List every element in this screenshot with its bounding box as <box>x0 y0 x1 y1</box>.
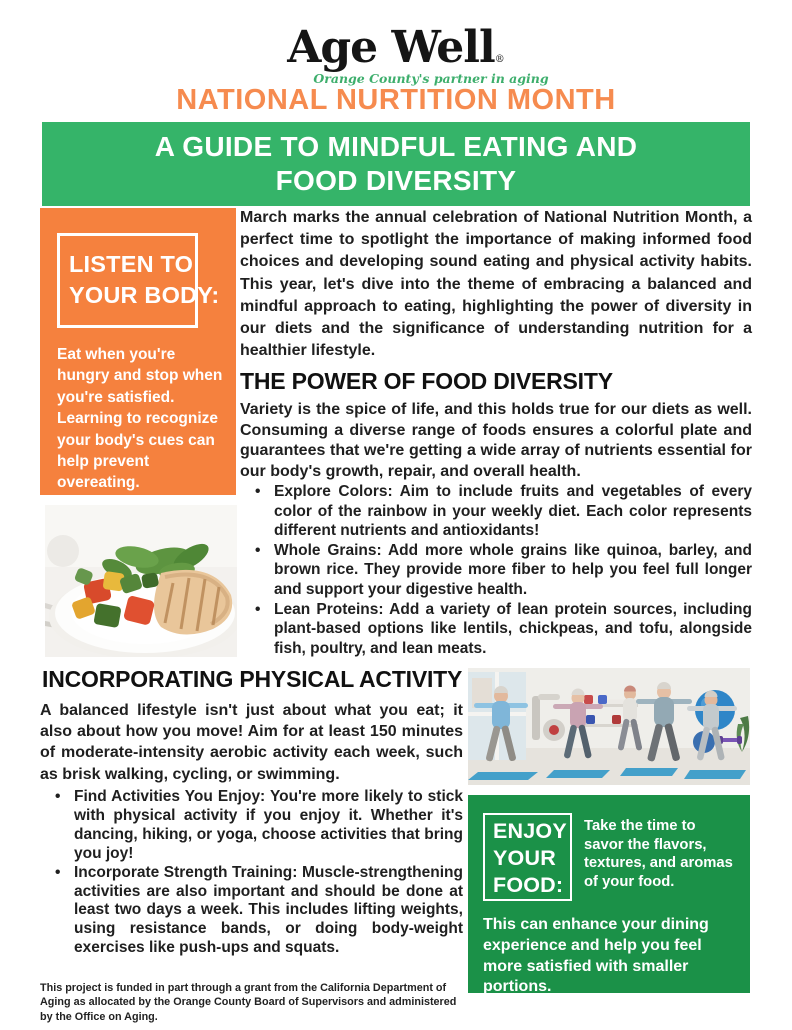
bullet-text: You're more likely to stick with physical activity if you enjoy it. Whether it's dancing, hiking, or yoga, choose activities that bring you joy! <box>74 788 463 862</box>
bullet-label: Incorporate Strength Training: <box>74 863 298 881</box>
bullet-whole-grains <box>253 541 752 600</box>
bullet-label: Find Activities You Enjoy: <box>74 788 266 805</box>
bullet-text: Muscle-strengthening activities are also important and should be done at least two days a week. This includes lifting weights, using resistance bands, or doing body-weight exercises like push-ups and squats. <box>74 863 463 957</box>
callout-title-line-1: LISTEN TO <box>69 251 194 277</box>
section-heading-physical-activity: INCORPORATING PHYSICAL ACTIVITY <box>42 666 463 692</box>
food-diversity-bullet-list <box>253 482 752 658</box>
bullet-text: Add more whole grains like quinoa, barley, and brown rice. They provide more fiber to help you feel full longer and support your digestive health. <box>274 541 752 598</box>
bullet-label: Lean Proteins: <box>274 600 384 618</box>
bullet-lean-proteins <box>253 600 752 659</box>
agewell-logo <box>0 22 792 86</box>
bullet-strength-training <box>53 864 463 959</box>
funding-footnote: This project is funded in part through a grant from the California Department of Aging as allocated by the Orange County Board of Supervisors and administered by the Office on Aging. <box>40 982 457 1023</box>
bullet-label: Whole Grains: <box>274 541 382 559</box>
callout-title-line-3: FOOD: <box>493 872 564 897</box>
food-photo <box>45 505 237 657</box>
physical-activity-bullet-list <box>53 788 463 958</box>
enjoy-your-food-callout <box>468 795 750 996</box>
callout-title <box>493 818 567 899</box>
callout-title-line-2: YOUR BODY: <box>69 282 220 309</box>
callout-body: Eat when you're hungry and stop when you're satisfied. Learning to recognize your body's cues can help prevent overeating. <box>57 346 223 492</box>
title-line-2: FOOD DIVERSITY <box>275 165 517 196</box>
callout-title-line-1: ENJOY <box>493 819 567 843</box>
listen-to-your-body-callout <box>40 208 236 495</box>
page-kicker: NATIONAL NURTITION MONTH <box>176 84 616 116</box>
callout-title <box>69 249 219 311</box>
bullet-text: Add a variety of lean protein sources, including plant-based options like lentils, chickpeas, and tofu, alongside fish, poultry, and lean meats. <box>274 600 752 657</box>
logo-wordmark: Age Well <box>287 22 495 73</box>
title-banner <box>42 122 750 206</box>
food-diversity-paragraph: Variety is the spice of life, and this holds true for our diets as well. Consuming a diverse range of foods ensures a colorful plate and guarantees that we're getting a wide array of nutrients essential for our body's growth, repair, and overall health. <box>240 401 752 480</box>
callout-body: This can enhance your dining experience and help you feel more satisfied with smaller portions. <box>483 916 709 996</box>
intro-paragraph: March marks the annual celebration of National Nutrition Month, a perfect time to spotlight the importance of making informed food choices and developing sound eating and physical activity habits. This year, let's dive into the theme of embracing a balanced and mindful approach to eating, highlighting the power of diversity in our diets and the significance of understanding nutrition for a healthier lifestyle. <box>240 209 752 360</box>
bullet-text: Aim to include fruits and vegetables of every color of the rainbow in your weekly diet. Each color represents different nutrients and antioxidants! <box>274 483 752 540</box>
title-line-1: A GUIDE TO MINDFUL EATING AND <box>154 130 638 162</box>
bullet-explore-colors <box>253 482 752 541</box>
registered-mark: ® <box>494 54 505 65</box>
exercise-class-photo <box>468 668 750 785</box>
physical-activity-paragraph: A balanced lifestyle isn't just about what you eat; it also about how you move! Aim for at least 150 minutes of moderate-intensity aerobic activity each week, such as brisk walking, cycling, or swimming. <box>40 702 463 783</box>
section-heading-food-diversity: THE POWER OF FOOD DIVERSITY <box>240 368 613 394</box>
callout-side-text: Take the time to savor the flavors, textures, and aromas of your food. <box>584 818 733 890</box>
callout-title-line-2: YOUR <box>493 845 556 870</box>
logo-tagline: Orange County's partner in aging <box>313 71 549 86</box>
bullet-label: Explore Colors: <box>274 483 393 500</box>
bullet-find-activities <box>53 788 463 864</box>
